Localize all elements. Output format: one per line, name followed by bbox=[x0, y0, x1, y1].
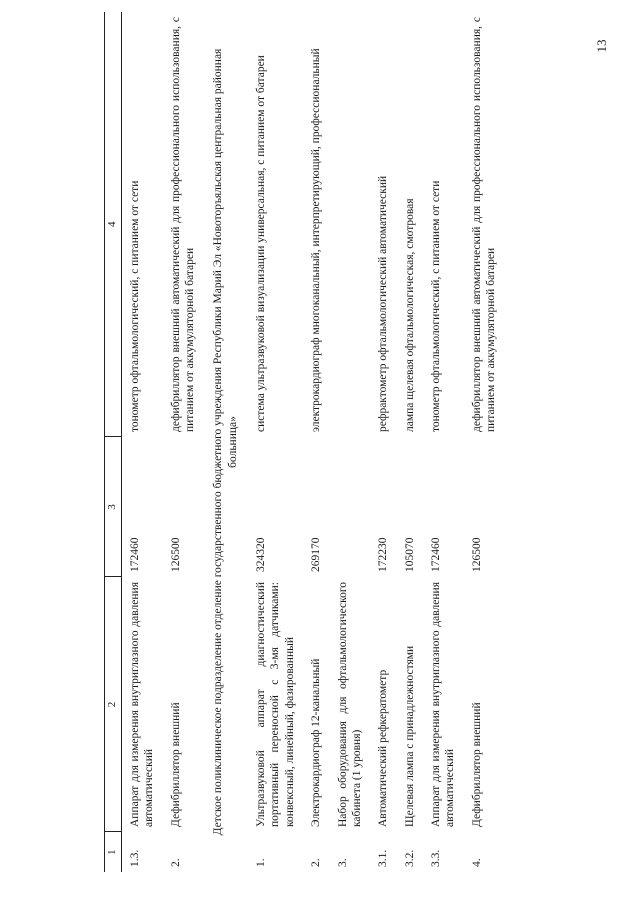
section-title: Детское поликлиническое подразделение отделение государственного бюджетного учреждения Республики Марий Эл «Новоторъяльская центральная районная больница» bbox=[212, 48, 239, 836]
row-description: рефрактометр офтальмологический автоматический bbox=[377, 175, 390, 432]
row-name: Дефибриллятор внешний bbox=[169, 702, 182, 827]
row-name: Дефибриллятор внешний bbox=[470, 702, 483, 827]
table-row bbox=[397, 12, 423, 872]
rotated-table-container bbox=[104, 0, 624, 872]
page-number: 13 bbox=[594, 39, 609, 53]
row-number: 3.2. bbox=[403, 849, 416, 867]
row-code: 126500 bbox=[470, 537, 483, 572]
row-code: 105070 bbox=[403, 537, 416, 572]
header-col-2: 2 bbox=[105, 577, 122, 832]
row-name: Аппарат для измерения внутриглазного давления автоматический bbox=[128, 582, 156, 827]
row-code: 269170 bbox=[310, 537, 323, 572]
header-col-3: 3 bbox=[105, 437, 122, 577]
row-description: дефибриллятор внешний автоматический для профессионального использования, с питанием от аккумуляторной батареи bbox=[470, 17, 498, 432]
row-number: 3.3. bbox=[430, 849, 442, 867]
row-name: Набор оборудования для офтальмологического кабинета (1 уровня) bbox=[336, 582, 363, 827]
row-name: Щелевая лампа с принадлежностями bbox=[403, 645, 416, 827]
row-name: Ультразвуковой аппарат диагностический портативный переносной с 3-мя датчиками: конвексный, линейный, фазированный bbox=[255, 582, 296, 827]
equipment-table bbox=[104, 12, 505, 872]
row-number: 4. bbox=[470, 858, 483, 867]
row-description: электрокардиограф многоканальный, интерпретирующий, профессиональный bbox=[310, 48, 323, 432]
row-description bbox=[330, 12, 371, 437]
header-col-4: 4 bbox=[105, 12, 122, 437]
section-row bbox=[203, 12, 248, 872]
row-code: 172230 bbox=[377, 537, 390, 572]
row-name: Аппарат для измерения внутриглазного давления автоматический bbox=[430, 582, 457, 827]
row-description: дефибриллятор внешний автоматический для профессионального использования, с питанием от аккумуляторной батареи bbox=[169, 17, 196, 432]
table-row bbox=[423, 12, 464, 872]
row-description: система ультразвуковой визуализации универсальная, с питанием от батареи bbox=[255, 55, 267, 432]
row-code: 126500 bbox=[169, 537, 182, 572]
table-row bbox=[464, 12, 505, 872]
header-row bbox=[105, 12, 122, 872]
row-number: 1.3. bbox=[128, 849, 141, 867]
row-description: тонометр офтальмологический, с питанием от сети bbox=[128, 180, 141, 432]
row-number: 2. bbox=[169, 858, 182, 867]
row-description: тонометр офтальмологический, с питанием от сети bbox=[430, 180, 442, 432]
table-row bbox=[303, 12, 329, 872]
row-number: 1. bbox=[255, 858, 267, 867]
table-row bbox=[330, 12, 371, 872]
row-number: 3. bbox=[336, 858, 349, 867]
table-row bbox=[370, 12, 396, 872]
row-code: 172460 bbox=[128, 537, 141, 572]
header-col-1: 1 bbox=[105, 832, 122, 872]
row-code bbox=[330, 437, 371, 577]
row-code: 172460 bbox=[430, 537, 442, 572]
row-description: лампа щелевая офтальмологическая, смотровая bbox=[403, 198, 416, 432]
row-name: Автоматический рефкератометр bbox=[377, 669, 390, 827]
row-code: 324320 bbox=[255, 537, 267, 572]
row-number: 3.1. bbox=[377, 849, 390, 867]
table-row bbox=[121, 12, 162, 872]
table-row bbox=[163, 12, 204, 872]
row-name: Электрокардиограф 12-канальный bbox=[310, 658, 323, 827]
row-number: 2. bbox=[310, 858, 323, 867]
table-row bbox=[248, 12, 303, 872]
